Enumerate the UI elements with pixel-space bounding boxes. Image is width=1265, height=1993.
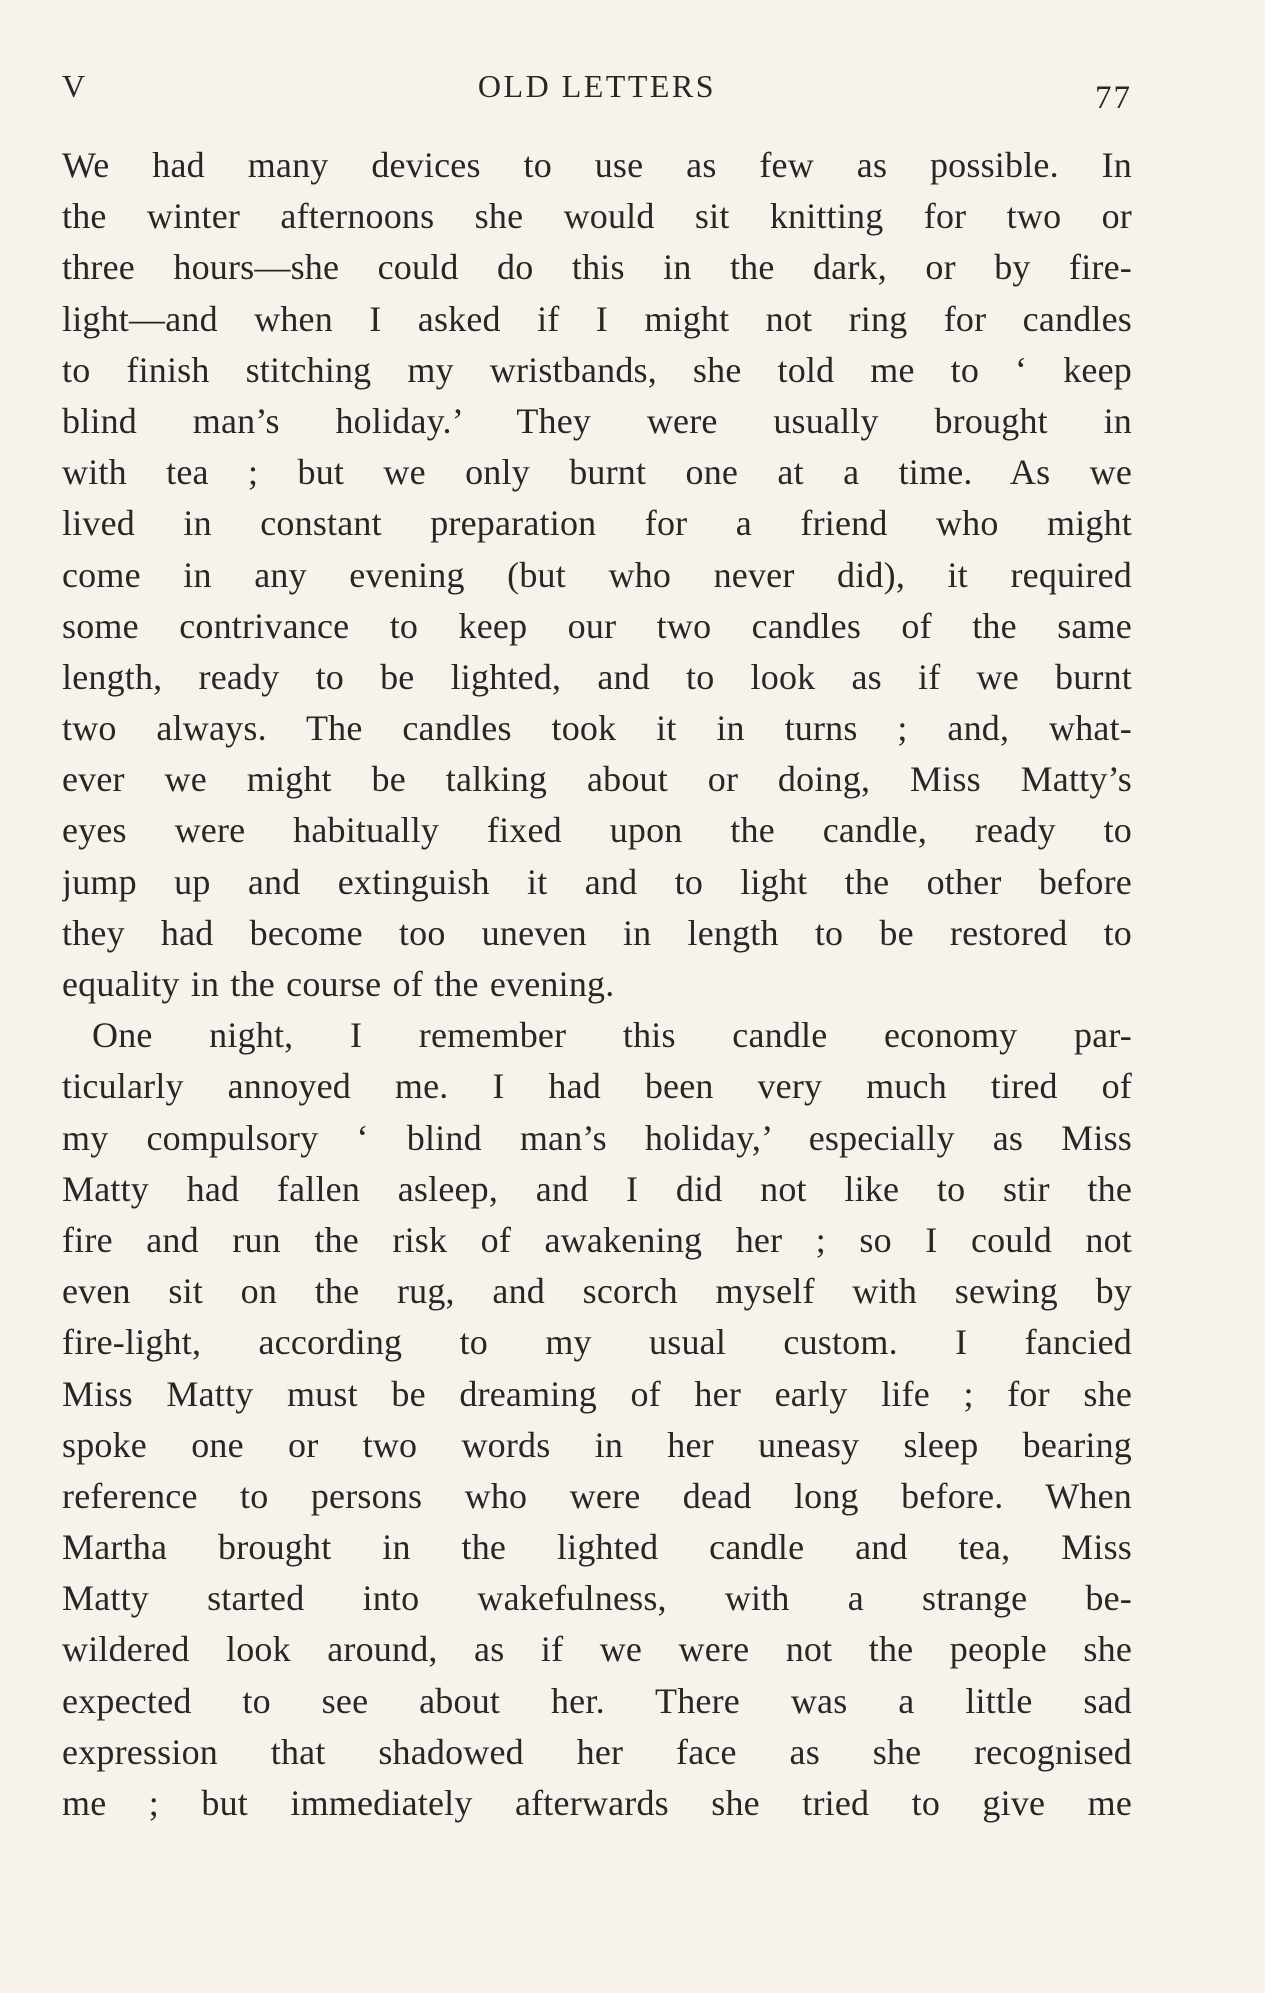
text-line: even sit on the rug, and scorch myself with sewing by: [62, 1271, 1132, 1312]
text-line: Martha brought in the lighted candle and tea, Miss: [62, 1527, 1132, 1568]
text-line: Matty had fallen asleep, and I did not like to stir the: [62, 1168, 1132, 1209]
text-line: wildered look around, as if we were not the people she: [62, 1629, 1132, 1670]
text-line: expected to see about her. There was a little sad: [62, 1680, 1132, 1721]
text-line: Miss Matty must be dreaming of her early life ; for she: [62, 1373, 1132, 1414]
text-line: the winter afternoons she would sit knitting for two or: [62, 196, 1132, 237]
text-line: fire and run the risk of awakening her ; so I could not: [62, 1219, 1132, 1260]
text-line: me ; but immediately afterwards she tried to give me: [62, 1783, 1132, 1823]
text-line: blind man’s holiday.’ They were usually brought in: [62, 400, 1132, 441]
text-line: to finish stitching my wristbands, she told me to ‘ keep: [62, 349, 1132, 390]
running-head: [62, 64, 1132, 114]
text-line: three hours—she could do this in the dark, or by fire-: [62, 247, 1132, 288]
text-line: length, ready to be lighted, and to look as if we burnt: [62, 656, 1132, 697]
text-line: my compulsory ‘ blind man’s holiday,’ especially as Miss: [62, 1117, 1132, 1158]
text-line-paragraph-start: One night, I remember this candle economy par-: [92, 1015, 1132, 1056]
text-line: ticularly annoyed me. I had been very much tired of: [62, 1066, 1132, 1107]
text-line: reference to persons who were dead long before. When: [62, 1475, 1132, 1516]
text-line: two always. The candles took it in turns ; and, what-: [62, 708, 1132, 749]
text-line: eyes were habitually fixed upon the candle, ready to: [62, 810, 1132, 851]
body-text: [62, 140, 1132, 1829]
text-line: Matty started into wakefulness, with a strange be-: [62, 1578, 1132, 1619]
text-line: with tea ; but we only burnt one at a time. As we: [62, 452, 1132, 493]
text-line: come in any evening (but who never did), it required: [62, 554, 1132, 595]
text-line: We had many devices to use as few as possible. In: [62, 145, 1132, 185]
text-line: spoke one or two words in her uneasy sleep bearing: [62, 1424, 1132, 1465]
text-line: fire-light, according to my usual custom. I fancied: [62, 1322, 1132, 1363]
running-title: OLD LETTERS: [477, 68, 717, 104]
page-number: 77: [1095, 80, 1132, 116]
chapter-number: V: [62, 68, 88, 104]
text-line: expression that shadowed her face as she recognised: [62, 1731, 1132, 1772]
text-line: some contrivance to keep our two candles of the same: [62, 605, 1132, 646]
text-line: they had become too uneven in length to be restored to: [62, 912, 1132, 953]
text-line: lived in constant preparation for a friend who might: [62, 503, 1132, 544]
text-line: jump up and extinguish it and to light the other before: [62, 861, 1132, 902]
text-line: ever we might be talking about or doing, Miss Matty’s: [62, 759, 1132, 800]
text-line: light—and when I asked if I might not ring for candles: [62, 298, 1132, 339]
text-line-paragraph-end: equality in the course of the evening.: [62, 964, 615, 1004]
